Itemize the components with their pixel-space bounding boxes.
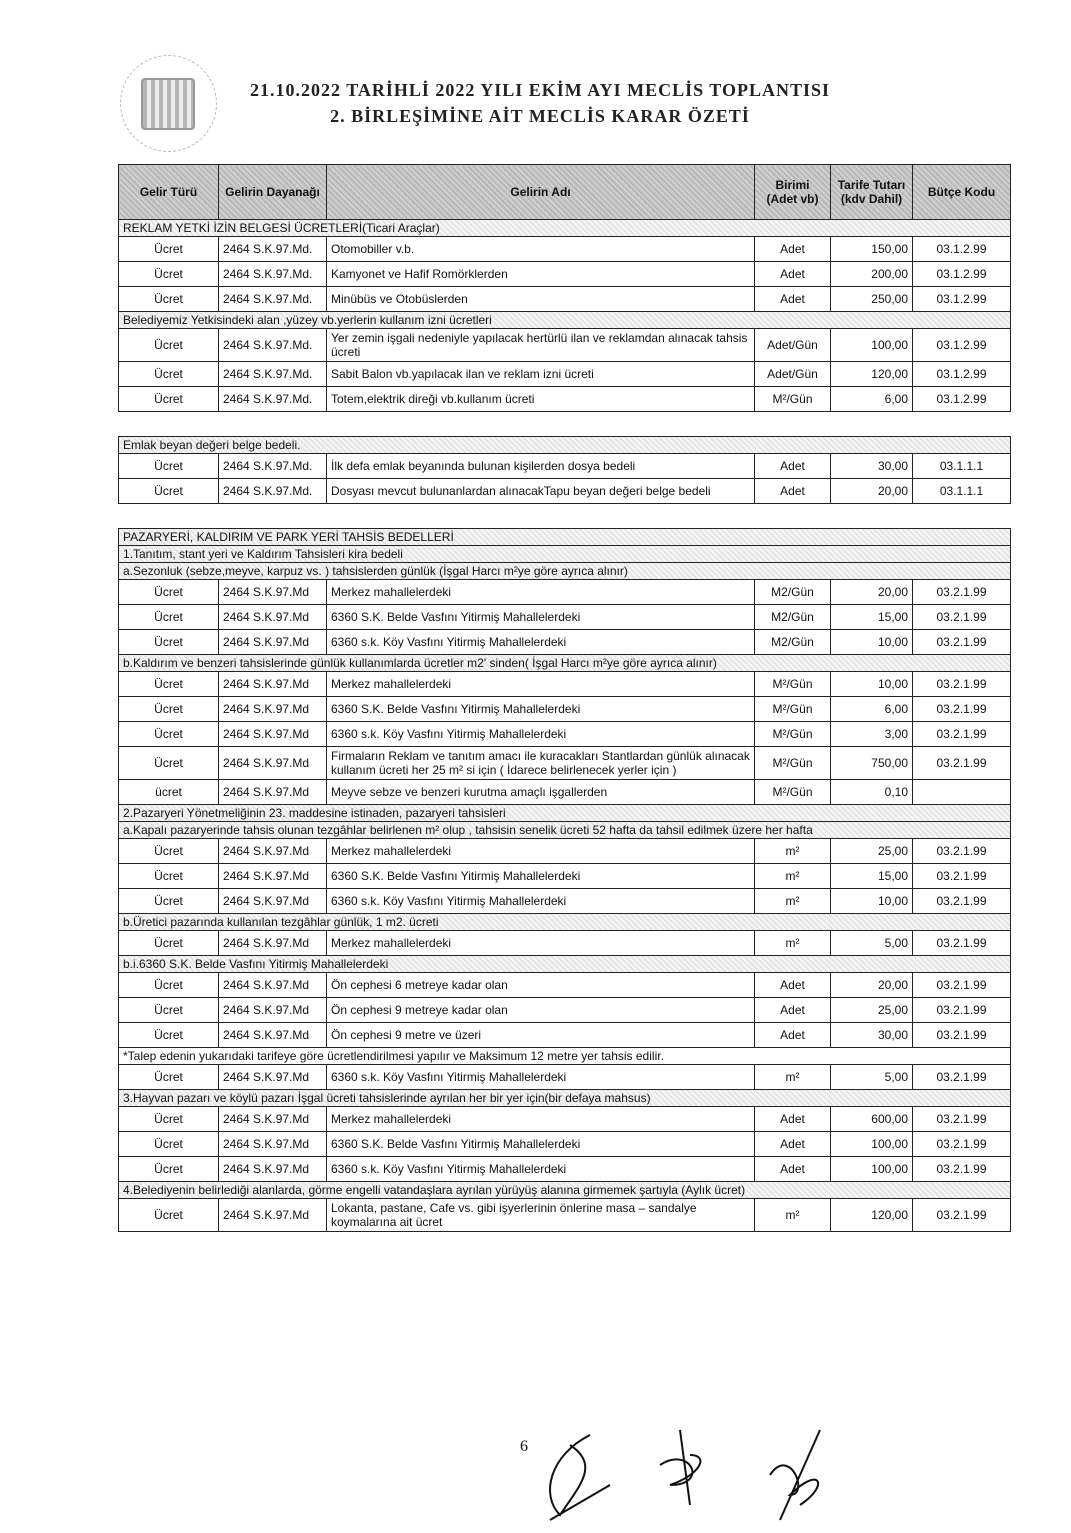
cell-name: Ön cephesi 6 metreye kadar olan [327,973,755,998]
cell-budget-code: 03.2.1.99 [913,864,1011,889]
cell-unit: Adet [755,998,831,1023]
col-header-budget-code: Bütçe Kodu [913,165,1011,220]
cell-name: 6360 s.k. Köy Vasfını Yitirmiş Mahallelerdeki [327,630,755,655]
table-row [119,780,1011,805]
cell-budget-code: 03.2.1.99 [913,697,1011,722]
cell-budget-code: 03.2.1.99 [913,839,1011,864]
cell-basis: 2464 S.K.97.Md [219,1157,327,1182]
section-header-row [119,563,1011,580]
table-row [119,931,1011,956]
cell-amount: 15,00 [831,605,913,630]
cell-unit: M2/Gün [755,630,831,655]
cell-name: Lokanta, pastane, Cafe vs. gibi işyerlerinin önlerine masa – sandalye koymalarına ait ücret [327,1199,755,1232]
cell-unit: Adet [755,1132,831,1157]
table-row [119,605,1011,630]
cell-name: Merkez mahallelerdeki [327,672,755,697]
cell-name: 6360 S.K. Belde Vasfını Yitirmiş Mahallelerdeki [327,605,755,630]
cell-type: Ücret [119,1107,219,1132]
cell-basis: 2464 S.K.97.Md [219,697,327,722]
cell-budget-code: 03.2.1.99 [913,580,1011,605]
cell-type: Ücret [119,998,219,1023]
cell-type: Ücret [119,630,219,655]
cell-unit: Adet/Gün [755,329,831,362]
cell-basis: 2464 S.K.97.Md [219,630,327,655]
cell-basis: 2464 S.K.97.Md [219,1132,327,1157]
table-row [119,287,1011,312]
cell-basis: 2464 S.K.97.Md [219,780,327,805]
cell-type: Ücret [119,1132,219,1157]
cell-budget-code: 03.2.1.99 [913,889,1011,914]
cell-basis: 2464 S.K.97.Md. [219,287,327,312]
cell-basis: 2464 S.K.97.Md. [219,262,327,287]
cell-budget-code: 03.1.2.99 [913,237,1011,262]
col-header-amount: Tarife Tutarı (kdv Dahil) [831,165,913,220]
cell-basis: 2464 S.K.97.Md. [219,237,327,262]
cell-type: Ücret [119,1199,219,1232]
cell-amount: 20,00 [831,479,913,504]
table-row [119,362,1011,387]
cell-budget-code: 03.2.1.99 [913,747,1011,780]
cell-name: 6360 s.k. Köy Vasfını Yitirmiş Mahallelerdeki [327,1157,755,1182]
section-title: 3.Hayvan pazarı ve köylü pazarı İşgal ücreti tahsislerinde ayrılan her bir yer için(bir defaya mahsus) [119,1090,1011,1107]
cell-basis: 2464 S.K.97.Md [219,580,327,605]
cell-type: ücret [119,780,219,805]
cell-type: Ücret [119,605,219,630]
section-title: a.Sezonluk (sebze,meyve, karpuz vs. ) tahsislerden günlük (İşgal Harcı m²ye göre ayrıca alınır) [119,563,1011,580]
cell-name: 6360 S.K. Belde Vasfını Yitirmiş Mahallelerdeki [327,697,755,722]
cell-unit: Adet [755,973,831,998]
cell-unit: Adet [755,479,831,504]
cell-amount: 10,00 [831,630,913,655]
table-row [119,237,1011,262]
cell-type: Ücret [119,1065,219,1090]
cell-name: Merkez mahallelerdeki [327,1107,755,1132]
cell-type: Ücret [119,454,219,479]
cell-type: Ücret [119,387,219,412]
cell-name: Merkez mahallelerdeki [327,580,755,605]
cell-unit: M2/Gün [755,605,831,630]
cell-amount: 30,00 [831,454,913,479]
cell-budget-code: 03.1.2.99 [913,362,1011,387]
spacer-cell [119,412,1011,437]
cell-basis: 2464 S.K.97.Md. [219,362,327,387]
cell-unit: m² [755,889,831,914]
cell-budget-code: 03.2.1.99 [913,630,1011,655]
cell-basis: 2464 S.K.97.Md [219,605,327,630]
cell-name: Dosyası mevcut bulunanlardan alınacakTapu beyan değeri belge bedeli [327,479,755,504]
cell-type: Ücret [119,362,219,387]
cell-type: Ücret [119,747,219,780]
cell-name: Firmaların Reklam ve tanıtım amacı ile kuracakları Stantlardan günlük alınacak kullanım ücreti her 25 m² si için ( İdarece belirlenecek yerler için ) [327,747,755,780]
table-row [119,839,1011,864]
cell-name: 6360 s.k. Köy Vasfını Yitirmiş Mahallelerdeki [327,889,755,914]
cell-amount: 5,00 [831,1065,913,1090]
col-header-type: Gelir Türü [119,165,219,220]
cell-amount: 20,00 [831,580,913,605]
cell-basis: 2464 S.K.97.Md [219,1107,327,1132]
signature-2 [650,1425,720,1515]
cell-amount: 6,00 [831,697,913,722]
cell-amount: 250,00 [831,287,913,312]
col-header-basis: Gelirin Dayanağı [219,165,327,220]
cell-basis: 2464 S.K.97.Md [219,973,327,998]
section-title: PAZARYERİ, KALDIRIM VE PARK YERİ TAHSİS BEDELLERİ [119,529,1011,546]
cell-name: İlk defa emlak beyanında bulunan kişilerden dosya bedeli [327,454,755,479]
spacer-row [119,504,1011,529]
cell-type: Ücret [119,287,219,312]
cell-name: Meyve sebze ve benzeri kurutma amaçlı işgallerden [327,780,755,805]
cell-unit: Adet [755,237,831,262]
cell-basis: 2464 S.K.97.Md. [219,387,327,412]
cell-basis: 2464 S.K.97.Md [219,864,327,889]
cell-amount: 120,00 [831,362,913,387]
section-header-row [119,220,1011,237]
cell-type: Ücret [119,931,219,956]
section-title: a.Kapalı pazaryerinde tahsis olunan tezgâhlar belirlenen m² olup , tahsisin senelik ücreti 52 hafta da tahsil edilmek üzere her hafta [119,822,1011,839]
section-title: b.Üretici pazarında kullanılan tezgâhlar günlük, 1 m2. ücreti [119,914,1011,931]
table-row [119,998,1011,1023]
cell-name: Yer zemin işgali nedeniyle yapılacak hertürlü ilan ve reklamdan alınacak tahsis ücreti [327,329,755,362]
cell-amount: 120,00 [831,1199,913,1232]
cell-budget-code: 03.2.1.99 [913,1065,1011,1090]
cell-unit: Adet [755,454,831,479]
cell-amount: 30,00 [831,1023,913,1048]
table-row [119,454,1011,479]
col-header-unit: Birimi (Adet vb) [755,165,831,220]
section-header-row [119,914,1011,931]
cell-type: Ücret [119,973,219,998]
cell-budget-code: 03.2.1.99 [913,1157,1011,1182]
cell-type: Ücret [119,1157,219,1182]
cell-budget-code [913,780,1011,805]
cell-basis: 2464 S.K.97.Md [219,1065,327,1090]
cell-name: Sabit Balon vb.yapılacak ilan ve reklam izni ücreti [327,362,755,387]
cell-name: Ön cephesi 9 metre ve üzeri [327,1023,755,1048]
cell-basis: 2464 S.K.97.Md [219,722,327,747]
cell-unit: M²/Gün [755,722,831,747]
cell-unit: m² [755,1199,831,1232]
note-text: *Talep edenin yukarıdaki tarifeye göre ücretlendirilmesi yapılır ve Maksimum 12 metre yer tahsis edilir. [119,1048,1011,1065]
cell-unit: Adet [755,287,831,312]
cell-budget-code: 03.2.1.99 [913,931,1011,956]
cell-basis: 2464 S.K.97.Md [219,672,327,697]
section-header-row [119,805,1011,822]
cell-name: Ön cephesi 9 metreye kadar olan [327,998,755,1023]
cell-budget-code: 03.2.1.99 [913,973,1011,998]
section-title: Emlak beyan değeri belge bedeli. [119,437,1011,454]
cell-unit: M²/Gün [755,697,831,722]
cell-unit: M²/Gün [755,747,831,780]
cell-basis: 2464 S.K.97.Md [219,1199,327,1232]
cell-unit: M²/Gün [755,672,831,697]
table-row [119,387,1011,412]
section-title: 4.Belediyenin belirlediği alanlarda, görme engelli vatandaşlara ayrılan yürüyüş alanına girmemek şartıyla (Aylık ücret) [119,1182,1011,1199]
table-row [119,1107,1011,1132]
section-header-row [119,546,1011,563]
table-row [119,262,1011,287]
cell-amount: 100,00 [831,329,913,362]
cell-budget-code: 03.2.1.99 [913,1199,1011,1232]
table-row [119,580,1011,605]
cell-amount: 10,00 [831,889,913,914]
section-header-row [119,437,1011,454]
cell-budget-code: 03.2.1.99 [913,605,1011,630]
section-header-row [119,529,1011,546]
cell-unit: Adet [755,1157,831,1182]
section-title: 2.Pazaryeri Yönetmeliğinin 23. maddesine istinaden, pazaryeri tahsisleri [119,805,1011,822]
cell-unit: m² [755,839,831,864]
cell-amount: 15,00 [831,864,913,889]
table-row [119,672,1011,697]
table-row [119,722,1011,747]
cell-budget-code: 03.2.1.99 [913,672,1011,697]
cell-type: Ücret [119,262,219,287]
cell-type: Ücret [119,479,219,504]
tariff-table [118,164,1011,1232]
cell-type: Ücret [119,329,219,362]
section-header-row [119,1090,1011,1107]
table-header-row [119,165,1011,220]
table-row [119,479,1011,504]
cell-type: Ücret [119,580,219,605]
cell-amount: 20,00 [831,973,913,998]
section-title: 1.Tanıtım, stant yeri ve Kaldırım Tahsisleri kira bedeli [119,546,1011,563]
cell-amount: 100,00 [831,1132,913,1157]
cell-name: 6360 S.K. Belde Vasfını Yitirmiş Mahallelerdeki [327,1132,755,1157]
cell-name: Merkez mahallelerdeki [327,931,755,956]
cell-budget-code: 03.1.2.99 [913,262,1011,287]
table-row [119,630,1011,655]
cell-name: Kamyonet ve Hafif Romörklerden [327,262,755,287]
cell-amount: 0,10 [831,780,913,805]
cell-budget-code: 03.1.2.99 [913,329,1011,362]
cell-type: Ücret [119,839,219,864]
cell-budget-code: 03.1.1.1 [913,479,1011,504]
cell-amount: 5,00 [831,931,913,956]
table-row [119,973,1011,998]
cell-basis: 2464 S.K.97.Md [219,839,327,864]
col-header-name: Gelirin Adı [327,165,755,220]
signature-1 [530,1425,620,1525]
cell-type: Ücret [119,722,219,747]
cell-budget-code: 03.2.1.99 [913,1023,1011,1048]
cell-type: Ücret [119,672,219,697]
cell-budget-code: 03.1.2.99 [913,287,1011,312]
cell-basis: 2464 S.K.97.Md [219,747,327,780]
cell-basis: 2464 S.K.97.Md [219,889,327,914]
cell-unit: Adet/Gün [755,362,831,387]
table-row [119,329,1011,362]
table-row [119,697,1011,722]
section-header-row [119,655,1011,672]
table-row [119,1132,1011,1157]
cell-type: Ücret [119,237,219,262]
cell-unit: m² [755,931,831,956]
cell-basis: 2464 S.K.97.Md. [219,329,327,362]
table-row [119,1157,1011,1182]
signature-3 [760,1425,840,1525]
cell-amount: 25,00 [831,998,913,1023]
cell-amount: 150,00 [831,237,913,262]
note-row [119,1048,1011,1065]
cell-unit: Adet [755,262,831,287]
cell-amount: 25,00 [831,839,913,864]
cell-name: 6360 s.k. Köy Vasfını Yitirmiş Mahallelerdeki [327,722,755,747]
cell-amount: 600,00 [831,1107,913,1132]
cell-basis: 2464 S.K.97.Md [219,1023,327,1048]
cell-amount: 10,00 [831,672,913,697]
cell-unit: Adet [755,1107,831,1132]
section-title: b.i.6360 S.K. Belde Vasfını Yitirmiş Mahallelerdeki [119,956,1011,973]
cell-name: Otomobiller v.b. [327,237,755,262]
cell-unit: M²/Gün [755,387,831,412]
page-number: 6 [520,1438,528,1455]
table-row [119,1065,1011,1090]
cell-budget-code: 03.2.1.99 [913,998,1011,1023]
cell-basis: 2464 S.K.97.Md. [219,454,327,479]
cell-budget-code: 03.2.1.99 [913,722,1011,747]
cell-basis: 2464 S.K.97.Md [219,931,327,956]
table-row [119,1023,1011,1048]
cell-amount: 3,00 [831,722,913,747]
table-row [119,889,1011,914]
cell-type: Ücret [119,697,219,722]
cell-type: Ücret [119,1023,219,1048]
seal-emblem-icon [141,78,195,130]
table-row [119,864,1011,889]
cell-unit: M²/Gün [755,780,831,805]
table-row [119,1199,1011,1232]
cell-budget-code: 03.1.2.99 [913,387,1011,412]
document-subtitle: 2. BİRLEŞİMİNE AİT MECLİS KARAR ÖZETİ [330,106,750,126]
municipality-seal [120,55,217,152]
cell-name: Merkez mahallelerdeki [327,839,755,864]
cell-amount: 6,00 [831,387,913,412]
cell-name: 6360 S.K. Belde Vasfını Yitirmiş Mahallelerdeki [327,864,755,889]
spacer-cell [119,504,1011,529]
cell-name: 6360 s.k. Köy Vasfını Yitirmiş Mahallelerdeki [327,1065,755,1090]
cell-type: Ücret [119,864,219,889]
cell-unit: m² [755,1065,831,1090]
table-row [119,747,1011,780]
cell-basis: 2464 S.K.97.Md [219,998,327,1023]
spacer-row [119,412,1011,437]
section-header-row [119,1182,1011,1199]
section-header-row [119,956,1011,973]
cell-unit: m² [755,864,831,889]
cell-amount: 750,00 [831,747,913,780]
cell-type: Ücret [119,889,219,914]
cell-basis: 2464 S.K.97.Md. [219,479,327,504]
document-title: 21.10.2022 TARİHLİ 2022 YILI EKİM AYI MECLİS TOPLANTISI [250,80,830,100]
section-title: b.Kaldırım ve benzeri tahsislerinde günlük kullanımlarda ücretler m2' sinden( İşgal Harcı m²ye göre ayrıca alınır) [119,655,1011,672]
cell-unit: M2/Gün [755,580,831,605]
cell-name: Totem,elektrik direği vb.kullanım ücreti [327,387,755,412]
cell-amount: 200,00 [831,262,913,287]
cell-name: Minübüs ve Otobüslerden [327,287,755,312]
cell-amount: 100,00 [831,1157,913,1182]
section-title: REKLAM YETKİ İZİN BELGESİ ÜCRETLERİ(Ticari Araçlar) [119,220,1011,237]
section-header-row [119,822,1011,839]
cell-budget-code: 03.2.1.99 [913,1107,1011,1132]
cell-unit: Adet [755,1023,831,1048]
section-header-row [119,312,1011,329]
section-title: Belediyemiz Yetkisindeki alan ,yüzey vb.yerlerin kullanım izni ücretleri [119,312,1011,329]
cell-budget-code: 03.2.1.99 [913,1132,1011,1157]
cell-budget-code: 03.1.1.1 [913,454,1011,479]
